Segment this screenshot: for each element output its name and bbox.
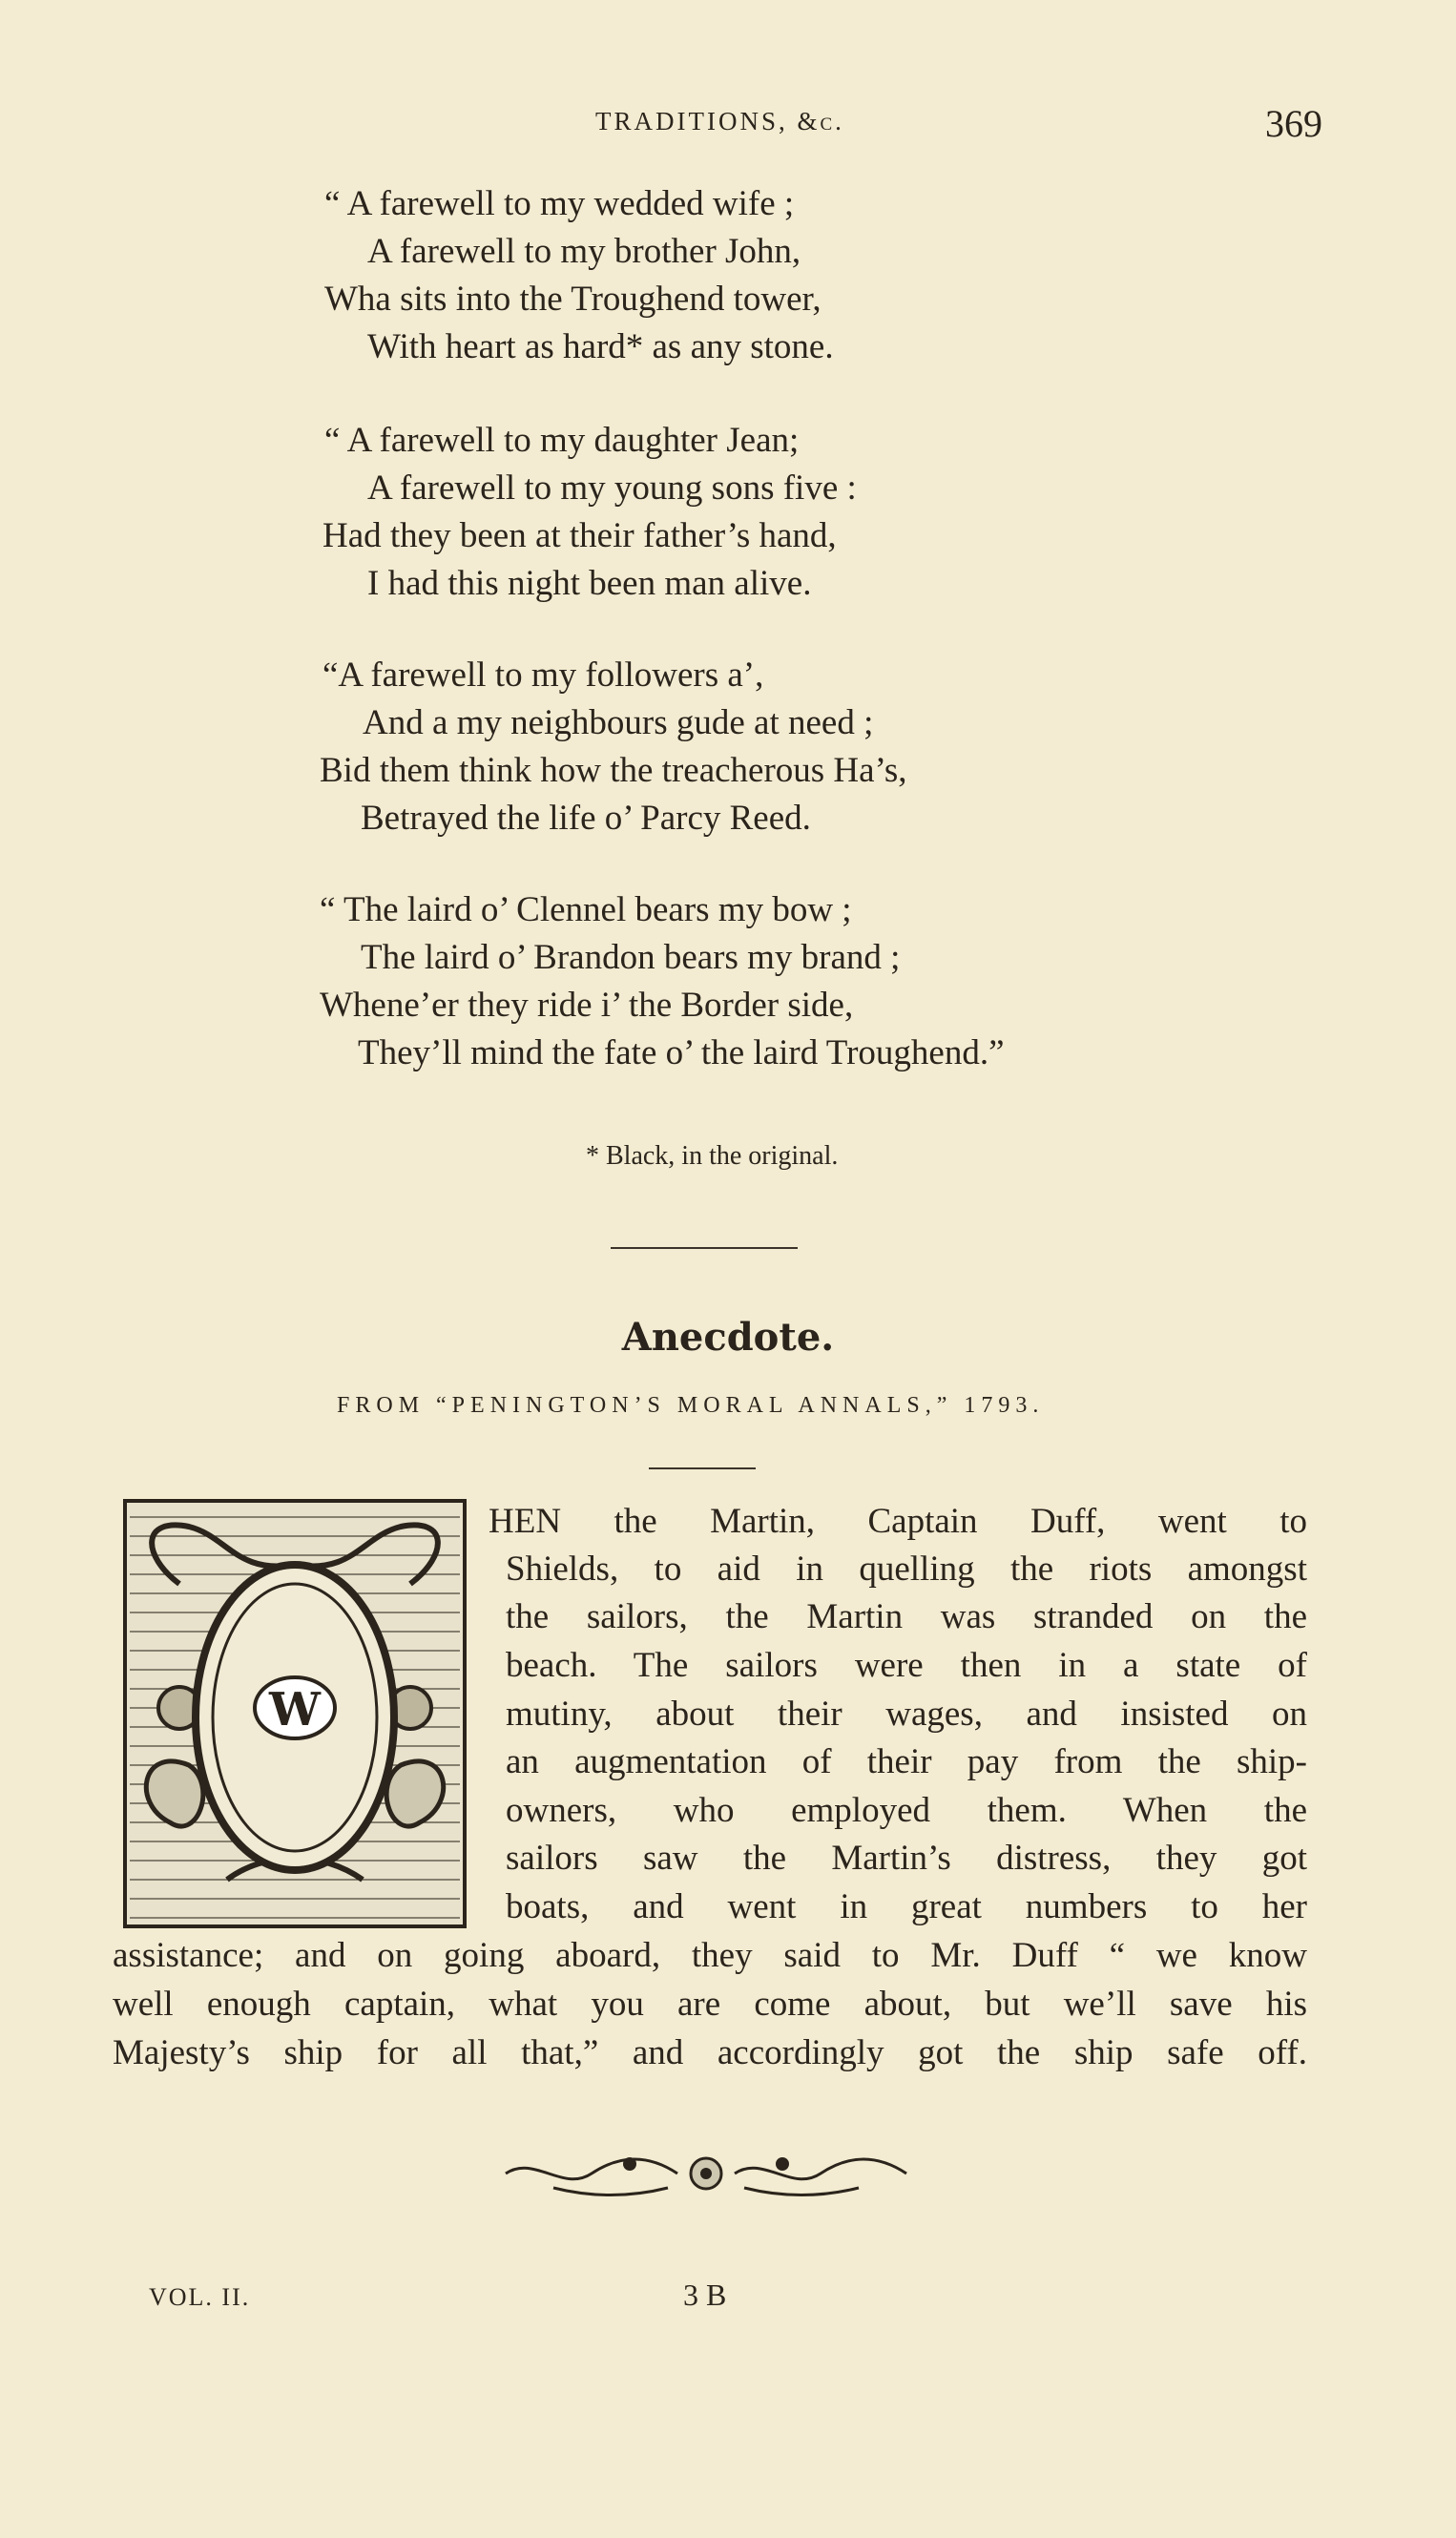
running-title: TRADITIONS, &c.: [595, 107, 844, 135]
verse-line: Betrayed the life o’ Parcy Reed.: [361, 799, 811, 838]
verse-line: “ A farewell to my daughter Jean;: [324, 421, 800, 460]
verse-line: A farewell to my young sons five :: [367, 468, 857, 508]
verse-line: Whene’er they ride i’ the Border side,: [320, 986, 854, 1025]
verse-line: I had this night been man alive.: [367, 564, 812, 603]
anecdote-heading: Anecdote.: [621, 1315, 835, 1360]
paragraph-line: mutiny, about their wages, and insisted on: [506, 1695, 1307, 1734]
verse-line: And a my neighbours gude at need ;: [363, 703, 874, 742]
anecdote-source: FROM “PENINGTON’S MORAL ANNALS,” 1793.: [337, 1393, 1045, 1418]
verse-line: “A farewell to my followers a’,: [322, 655, 764, 695]
short-rule: [649, 1467, 756, 1469]
verse-line: With heart as hard* as any stone.: [367, 327, 834, 366]
paragraph-line: an augmentation of their pay from the ship-: [506, 1742, 1307, 1781]
verse-line: Wha sits into the Troughend tower,: [324, 280, 822, 319]
verse-line: “ A farewell to my wedded wife ;: [324, 184, 795, 223]
paragraph-line: assistance; and on going aboard, they said to Mr. Duff “ we know: [113, 1936, 1307, 1975]
paragraph-line: sailors saw the Martin’s distress, they got: [506, 1839, 1307, 1878]
tailpiece-ornament: [496, 2145, 916, 2202]
paragraph-line: beach. The sailors were then in a state of: [506, 1646, 1307, 1685]
paragraph-line: well enough captain, what you are come about, but we’ll save his: [113, 1985, 1307, 2024]
page-number: 369: [1265, 102, 1322, 145]
footnote: * Black, in the original.: [586, 1141, 839, 1171]
paragraph-line: HEN the Martin, Captain Duff, went to: [489, 1502, 1307, 1541]
paragraph-line: owners, who employed them. When the: [506, 1791, 1307, 1830]
paragraph-line: the sailors, the Martin was stranded on the: [506, 1597, 1307, 1636]
verse-line: A farewell to my brother John,: [367, 232, 801, 271]
section-rule: [611, 1247, 798, 1249]
signature-mark: 3 B: [683, 2278, 727, 2312]
drop-cap-ornament: [122, 1498, 468, 1929]
verse-line: They’ll mind the fate o’ the laird Troughend.”: [358, 1033, 1005, 1072]
verse-line: Had they been at their father’s hand,: [322, 516, 837, 555]
drop-cap-letter: W: [269, 1683, 321, 1737]
verse-line: The laird o’ Brandon bears my brand ;: [361, 938, 901, 977]
volume-label: VOL. II.: [149, 2283, 251, 2311]
paragraph-line: Majesty’s ship for all that,” and accordingly got the ship safe off.: [113, 2033, 1307, 2072]
verse-line: “ The laird o’ Clennel bears my bow ;: [320, 890, 852, 929]
paragraph-line: Shields, to aid in quelling the riots amongst: [506, 1550, 1307, 1589]
paragraph-line: boats, and went in great numbers to her: [506, 1887, 1307, 1926]
verse-line: Bid them think how the treacherous Ha’s,: [320, 751, 907, 790]
